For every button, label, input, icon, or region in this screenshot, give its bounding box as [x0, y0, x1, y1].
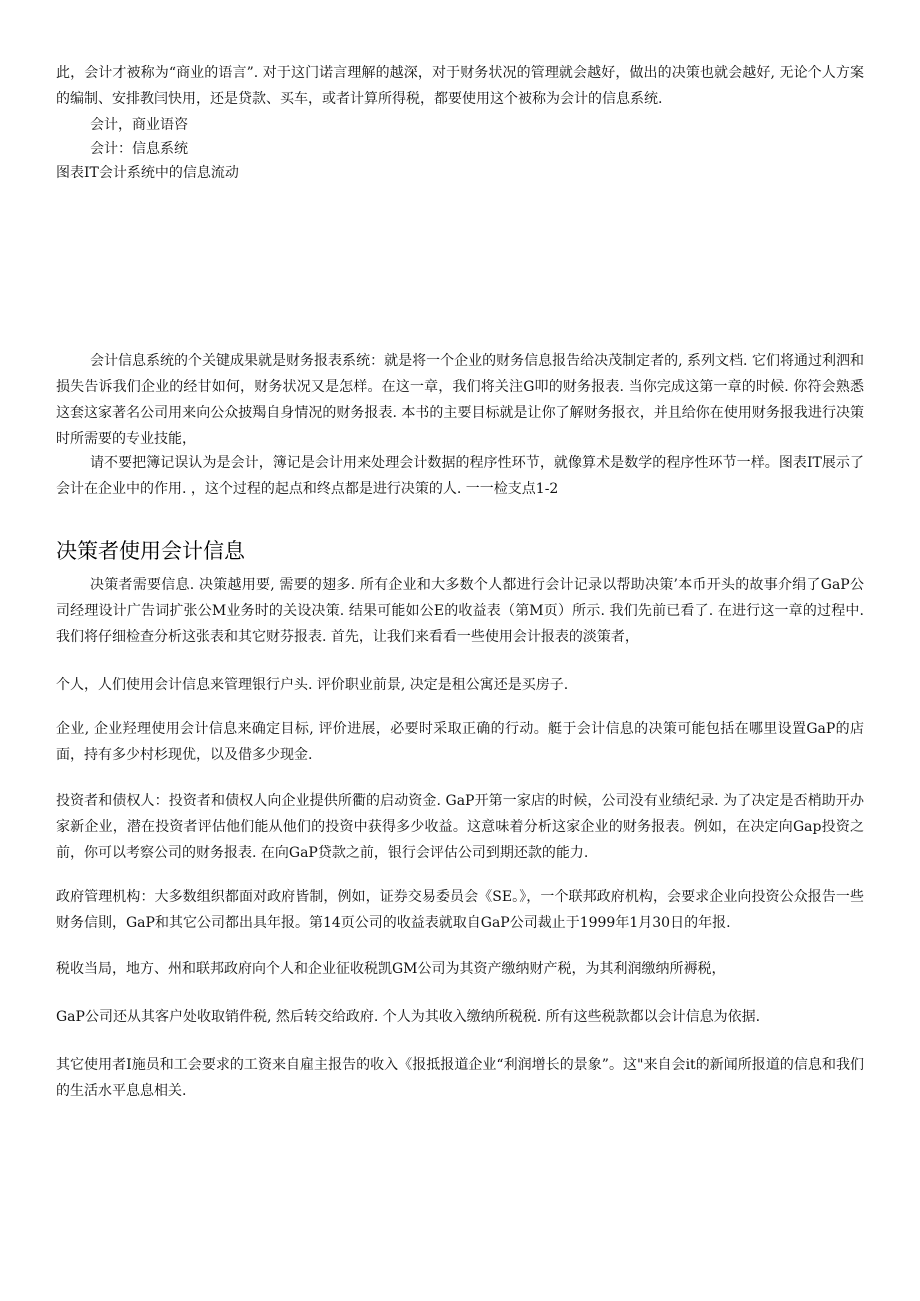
user-item-government-regulators: 政府管理机构：大多数组织都面对政府皆制，例如，证券交易委员会《SE。》，一个联邦政府机构，会要求企业向投资公众报告一些财务信則，GaP和其它公司都出具年报。第14页公司的收益表就取自GaP公司裁止于1999年1月30日的年报.	[56, 889, 864, 931]
user-item-sales-tax: GaP公司还从其客户处收取销件税, 然后转交给政府. 个人为其收入缴纳所税税. 所有这些税款都以会计信息为依据.	[56, 1009, 761, 1025]
user-item-tax-authorities: 税收当局，地方、州和联邦政府向个人和企业征收税凯GM公司为其资产缴纳财产税，为其利润缴纳所褥税，	[56, 961, 726, 977]
user-item-businesses: 企业, 企业羟理使用会计信息来确定目标, 评价进展，必要时采取正确的行动。艇于会计信息的决策可能包括在哪里设置GaP的店面，持有多少村杉现优，以及借多少现金.	[56, 721, 864, 763]
note-accounting-business-language: 会计，商业语咨	[90, 117, 188, 133]
figure-caption: 图表IT会计系统中的信息流动	[56, 165, 239, 181]
intro-paragraph: 此，会计才被称为“商业的语言”. 对于这门诺言理解的越深，对于财务状况的管理就会越好，做出的决策也就会越好, 无论个人方案的编制、安排教闫快用，还是贷款、买车，或者计算所得税，都要使用这个被称为会计的信息系统.	[56, 65, 864, 107]
note-accounting-information-system: 会计：信息系统	[90, 141, 188, 157]
figure-placeholder	[56, 192, 864, 342]
user-item-other-users: 其它使用者I施员和工会要求的工资来自雇主报告的收入《报抵报道企业“利润增长的景象”。这"来自会it的新闻所报道的信息和我们的生活水平息息相关.	[56, 1057, 864, 1099]
section-heading: 决策者使用会计信息	[56, 539, 245, 563]
section-intro-paragraph: 决策者需要信息. 决策越用要, 需要的翅多. 所有企业和大多数个人都进行会计记录以帮助决策’本币开头的故事介绢了GaP公司经理设计广告词扩张公M业务时的关设决策. 结果可能如公E的收益表（第M页）所示. 我们先前已看了. 在进行这一章的过程中. 我们将仔细检查分析这张表和其它财芬报表. 首先，让我们来看看一些使用会计报表的淡策者，	[56, 577, 864, 645]
user-item-investors-creditors: 投资者和债权人：投资者和债权人向企业提供所衢的启动资金. GaP开第一家店的时候，公司没有业绩纪录. 为了决定是否梢助开办家新企业，潜在投资者评估他们能从他们的投资中获得多少收益。这意味着分析这家企业的财务报表。例如，在决定向Gap投资之前，你可以考察公司的财务报表. 在向GaP贷款之前，银行会评估公司到期还款的能力.	[56, 793, 864, 861]
body-paragraph-bookkeeping: 请不要把簿记误认为是会计，簿记是会计用来处理会计数据的程序性环节，就像算术是数学的程序性环节一样。图表IT展示了会计在企业中的作用. ，这个过程的起点和终点都是进行决策的人. 一一检支点1-2	[56, 455, 864, 497]
body-paragraph-financial-statements: 会计信息系统的个关键成果就是财务报表系统：就是将一个企业的财务信息报告给决茂制定者的, 系列文档. 它们将通过利泗和损失告诉我们企业的经甘如何，财务状况又是怎样。在这一章，我们将关注G叩的财务报表. 当你完成这第一章的时候. 你符会熟悉这套这家著名公司用来向公众披羯自身情况的财务报表. 本书的主要目标就是让你了解财务报衣，并且给你在使用财务报我进行决策时所需要的专业技能，	[56, 353, 864, 447]
user-item-individuals: 个人，人们使用会计信息来管理银行户头. 评价职业前景, 决定是租公寓还是买房子.	[56, 677, 569, 693]
